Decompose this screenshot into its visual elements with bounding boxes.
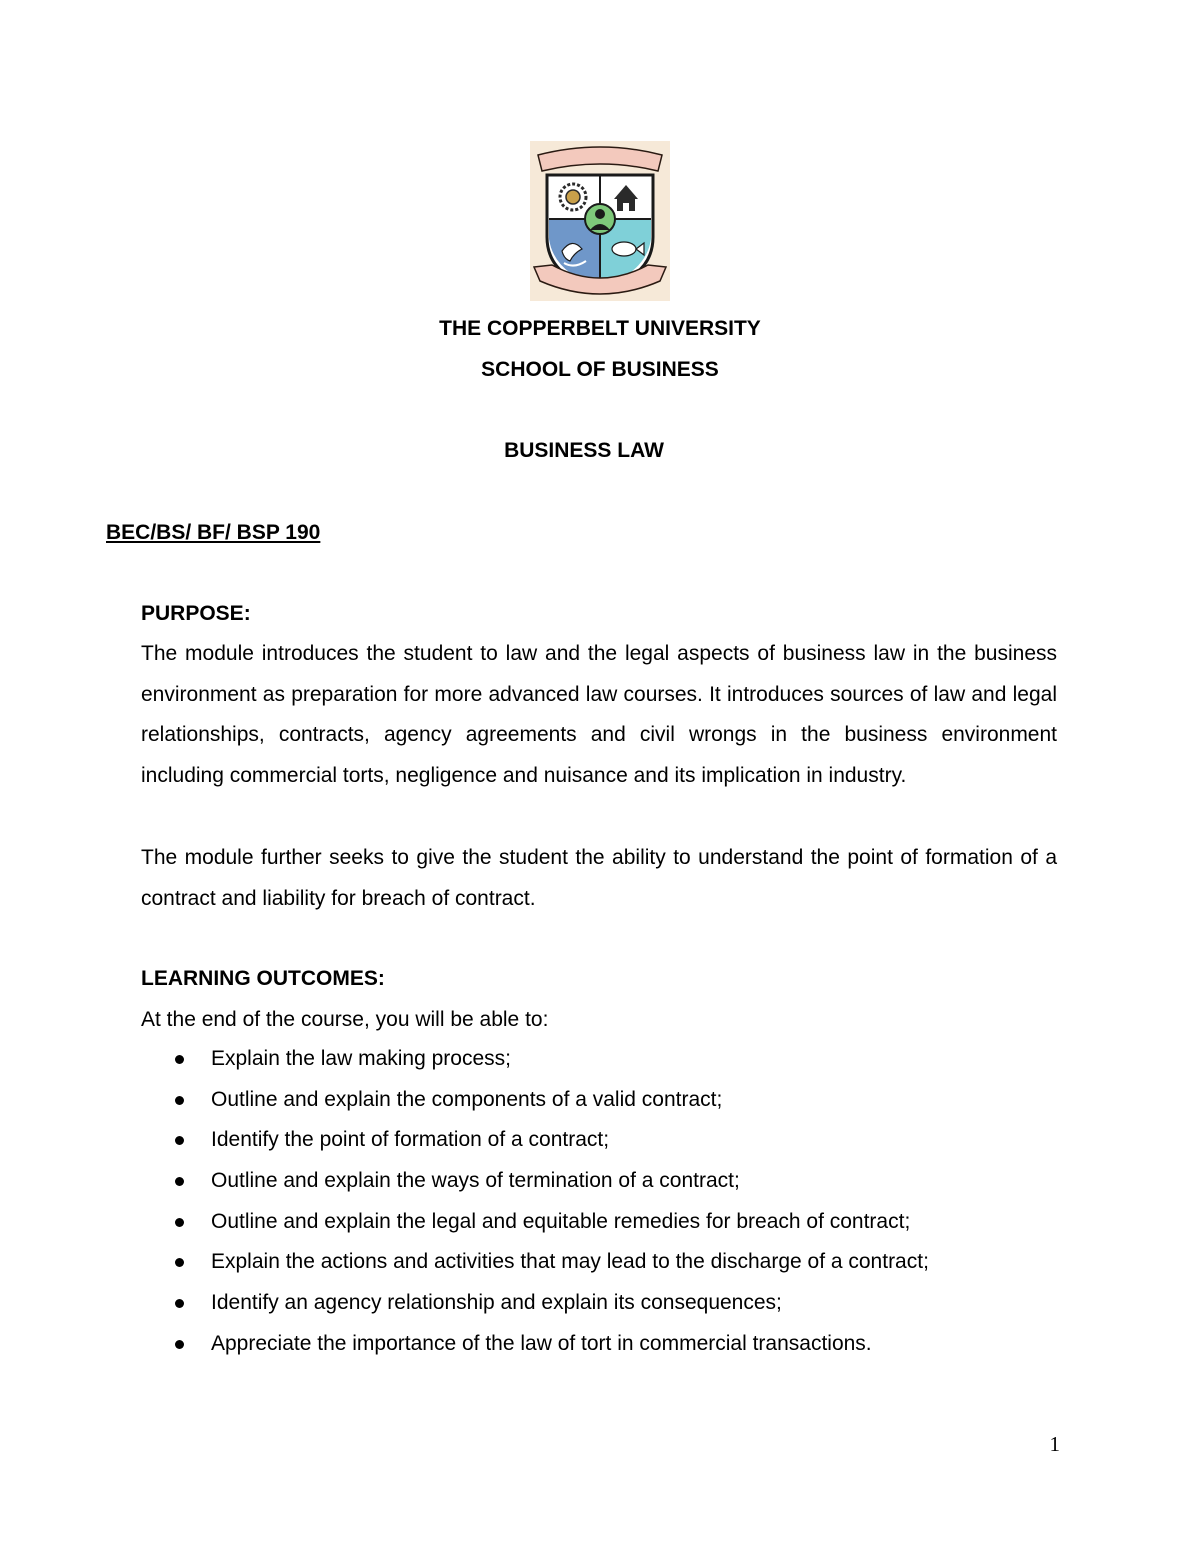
purpose-heading: PURPOSE: <box>141 602 251 625</box>
bullet-icon <box>175 1218 184 1227</box>
list-item: Outline and explain the ways of termination of a contract; <box>141 1161 929 1202</box>
bullet-icon <box>175 1299 184 1308</box>
bullet-icon <box>175 1340 184 1349</box>
university-crest-logo <box>530 141 670 301</box>
list-item: Outline and explain the legal and equitable remedies for breach of contract; <box>141 1202 929 1243</box>
list-item: Explain the law making process; <box>141 1039 929 1080</box>
page-number: 1 <box>1049 1432 1060 1456</box>
bullet-icon <box>175 1258 184 1267</box>
course-title: BUSINESS LAW <box>504 439 664 462</box>
list-item: Identify an agency relationship and explain its consequences; <box>141 1283 929 1324</box>
crest-top-banner <box>538 147 662 171</box>
bullet-icon <box>175 1096 184 1105</box>
list-item: Explain the actions and activities that may lead to the discharge of a contract; <box>141 1242 929 1283</box>
bullet-icon <box>175 1136 184 1145</box>
purpose-paragraph-1: The module introduces the student to law and the legal aspects of business law in the business environment as preparation for more advanced law courses. It introduces sources of law and legal relationships, contracts, agency agreements and civil wrongs in the business environment including commercial torts, negligence and nuisance and its implication in industry. <box>141 642 1057 788</box>
list-item: Appreciate the importance of the law of tort in commercial transactions. <box>141 1324 929 1365</box>
purpose-paragraph-2: The module further seeks to give the student the ability to understand the point of formation of a contract and liability for breach of contract. <box>141 846 1057 910</box>
bullet-icon <box>175 1177 184 1186</box>
learning-outcomes-list <box>141 1039 929 1365</box>
university-name: THE COPPERBELT UNIVERSITY <box>439 317 761 340</box>
bullet-icon <box>175 1055 184 1064</box>
crest-svg <box>530 141 670 301</box>
learning-outcomes-intro: At the end of the course, you will be able to: <box>141 1008 549 1031</box>
list-item: Outline and explain the components of a valid contract; <box>141 1080 929 1121</box>
person-silhouette-icon <box>585 204 615 234</box>
school-name: SCHOOL OF BUSINESS <box>481 358 719 381</box>
learning-outcomes-heading: LEARNING OUTCOMES: <box>141 967 385 990</box>
list-item: Identify the point of formation of a contract; <box>141 1120 929 1161</box>
course-code: BEC/BS/ BF/ BSP 190 <box>106 521 321 544</box>
